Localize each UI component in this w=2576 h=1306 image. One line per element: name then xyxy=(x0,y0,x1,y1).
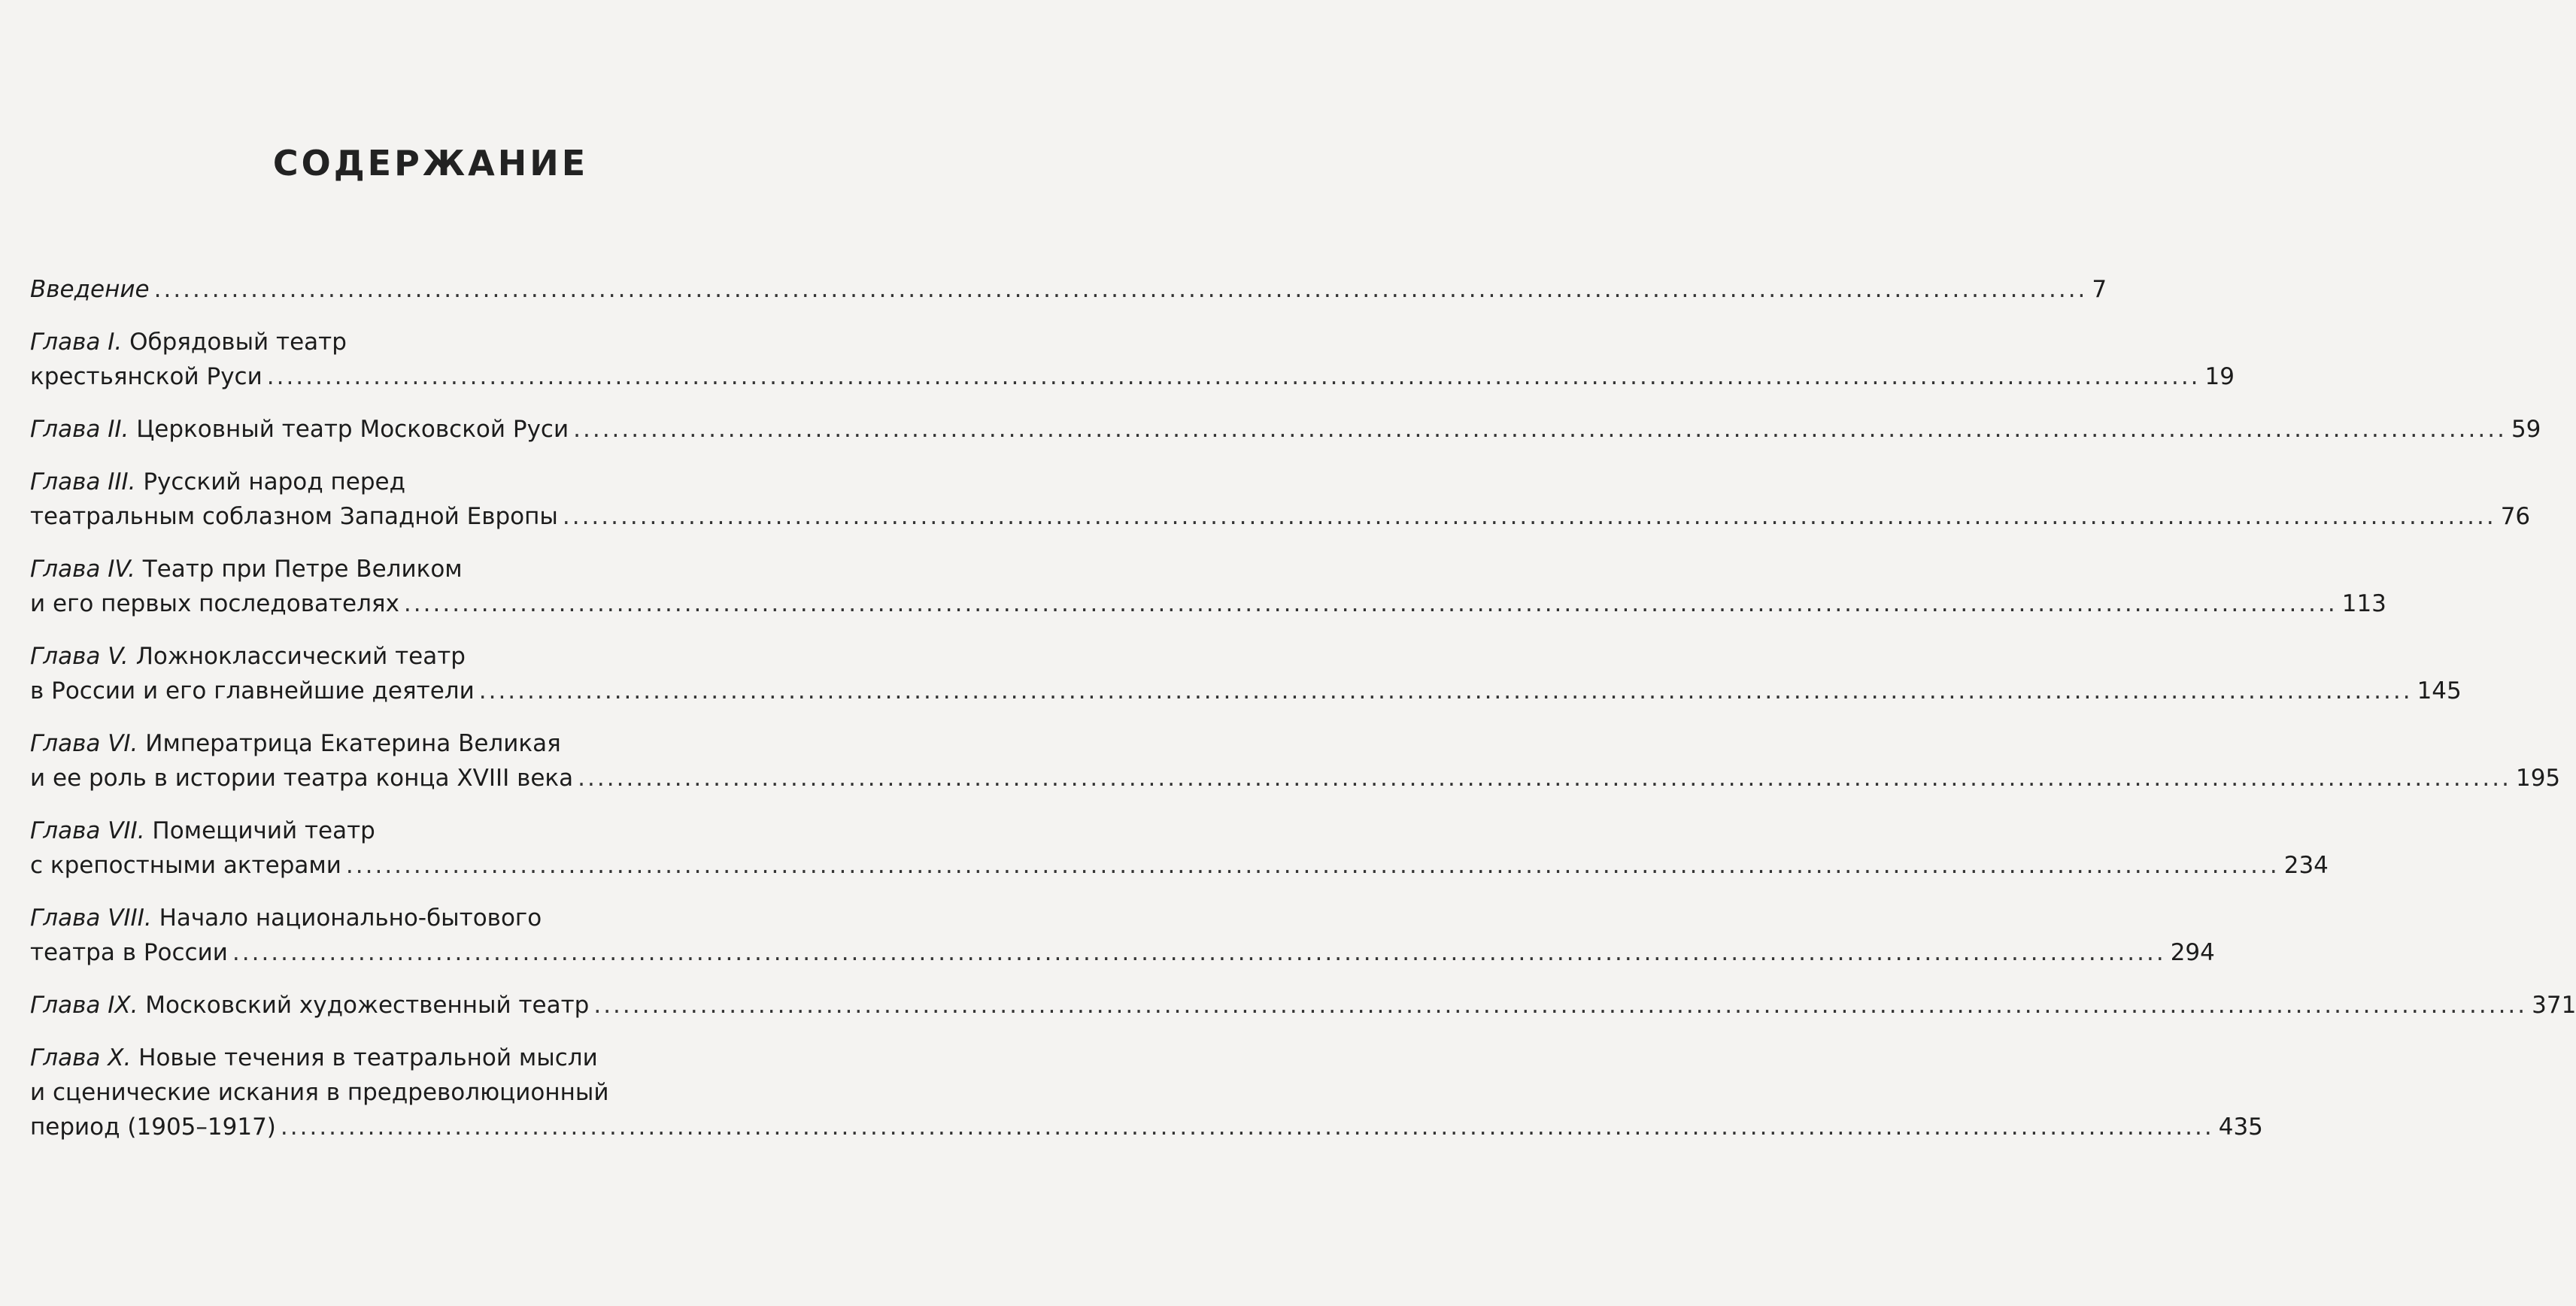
toc-entry-line xyxy=(30,552,775,586)
page-number: 7 xyxy=(2092,276,2107,303)
chapter-title-line: Помещичий театр xyxy=(152,817,375,844)
dot-leader: ........................................................................................................................................................................................................ xyxy=(478,677,2413,705)
toc-entry-last-line xyxy=(30,272,2107,307)
toc-entry-line xyxy=(30,726,775,761)
toc-entry-line xyxy=(30,814,775,848)
chapter-title-line: и его первых последователях xyxy=(30,590,399,617)
toc-entry-text xyxy=(30,272,150,307)
page-number: 294 xyxy=(2170,939,2215,966)
toc-entry-text xyxy=(30,817,375,844)
chapter-title-line: Новые течения в театральной мысли xyxy=(138,1044,598,1071)
toc-entry-text xyxy=(30,586,399,621)
toc-entry xyxy=(30,901,2215,970)
chapter-label: Введение xyxy=(30,276,150,303)
toc-entry-line xyxy=(30,465,775,499)
toc-entry-last-line xyxy=(30,586,2386,621)
dot-leader: ........................................................................................................................................................................................................ xyxy=(403,590,2338,617)
chapter-title-line: театра в России xyxy=(30,939,228,966)
chapter-label: Глава VII. xyxy=(30,817,145,844)
toc-entry xyxy=(30,465,2531,534)
toc-entry xyxy=(30,272,2107,307)
chapter-title-line: Церковный театр Московской Руси xyxy=(136,416,569,443)
toc-entry-last-line xyxy=(30,761,2561,795)
chapter-label: Глава IV. xyxy=(30,556,135,583)
toc-entry-line xyxy=(30,901,775,935)
page-number: 76 xyxy=(2500,503,2531,530)
toc-entry xyxy=(30,412,2541,447)
toc-entry-text xyxy=(30,730,561,757)
chapter-title-line: театральным соблазном Западной Европы xyxy=(30,503,558,530)
toc-entry-last-line xyxy=(30,499,2531,534)
dot-leader: ........................................................................................................................................................................................................ xyxy=(266,363,2201,390)
toc-entry xyxy=(30,988,2576,1023)
toc-entry-text xyxy=(30,905,542,932)
toc-entry-text xyxy=(30,848,341,883)
chapter-title-line: Императрица Екатерина Великая xyxy=(145,730,561,757)
chapter-label: Глава V. xyxy=(30,643,129,670)
chapter-title-line: и сценические искания в предреволюционный xyxy=(30,1079,609,1106)
chapter-title-line: Русский народ перед xyxy=(143,468,406,495)
toc-entry-text xyxy=(30,643,466,670)
toc-entry xyxy=(30,1041,2263,1144)
chapter-title-line: Театр при Петре Великом xyxy=(142,556,463,583)
chapter-label: Глава I. xyxy=(30,329,123,356)
toc-entry-text xyxy=(30,988,589,1023)
toc-entry-line xyxy=(30,1075,775,1110)
table-of-contents xyxy=(30,272,2576,1162)
chapter-title-line: Московский художественный театр xyxy=(145,992,590,1019)
dot-leader: ........................................................................................................................................................................................................ xyxy=(345,852,2280,879)
dot-leader: ........................................................................................................................................................................................................ xyxy=(153,276,2088,303)
toc-entry-text xyxy=(30,935,228,970)
toc-entry-last-line xyxy=(30,412,2541,447)
toc-entry-last-line xyxy=(30,359,2235,394)
dot-leader: ........................................................................................................................................................................................................ xyxy=(578,765,2511,792)
page-number: 195 xyxy=(2515,765,2561,792)
toc-entry-text xyxy=(30,556,463,583)
chapter-label: Глава III. xyxy=(30,468,136,495)
toc-entry-text xyxy=(30,674,475,708)
page-number: 371 xyxy=(2532,992,2576,1019)
chapter-title-line: с крепостными актерами xyxy=(30,852,341,879)
chapter-title-line: и ее роль в истории театра конца XVIII века xyxy=(30,765,574,792)
toc-entry-last-line xyxy=(30,988,2576,1023)
toc-entry-text xyxy=(30,359,262,394)
page-number: 435 xyxy=(2218,1114,2263,1141)
dot-leader: ........................................................................................................................................................................................................ xyxy=(593,992,2528,1019)
chapter-label: Глава X. xyxy=(30,1044,132,1071)
toc-entry-text xyxy=(30,499,558,534)
toc-entry-line xyxy=(30,1041,775,1075)
toc-entry-text xyxy=(30,468,405,495)
chapter-label: Глава IX. xyxy=(30,992,138,1019)
toc-entry-text xyxy=(30,1110,276,1144)
chapter-label: Глава VI. xyxy=(30,730,138,757)
chapter-title-line: крестьянской Руси xyxy=(30,363,262,390)
page-number: 113 xyxy=(2341,590,2386,617)
chapter-label: Глава II. xyxy=(30,416,129,443)
chapter-title-line: в России и его главнейшие деятели xyxy=(30,677,475,705)
toc-entry xyxy=(30,814,2329,883)
dot-leader: ........................................................................................................................................................................................................ xyxy=(573,416,2507,443)
dot-leader: ........................................................................................................................................................................................................ xyxy=(232,939,2166,966)
toc-entry-line xyxy=(30,639,775,674)
chapter-title-line: Обрядовый театр xyxy=(129,329,347,356)
chapter-title-line: период (1905–1917) xyxy=(30,1114,276,1141)
toc-entry-line xyxy=(30,325,775,359)
page-number: 59 xyxy=(2511,416,2541,443)
toc-entry-text xyxy=(30,761,573,795)
toc-entry-text xyxy=(30,412,569,447)
toc-entry-last-line xyxy=(30,848,2329,883)
page-title: СОДЕРЖАНИЕ xyxy=(272,143,589,183)
toc-entry-last-line xyxy=(30,674,2462,708)
dot-leader: ........................................................................................................................................................................................................ xyxy=(280,1114,2214,1141)
chapter-title-line: Ложноклассический театр xyxy=(135,643,466,670)
toc-entry xyxy=(30,552,2386,621)
dot-leader: ........................................................................................................................................................................................................ xyxy=(562,503,2496,530)
chapter-title-line: Начало национально-бытового xyxy=(159,905,542,932)
chapter-label: Глава VIII. xyxy=(30,905,152,932)
toc-entry xyxy=(30,639,2462,708)
page-number: 234 xyxy=(2283,852,2329,879)
toc-entry-last-line xyxy=(30,935,2215,970)
toc-entry xyxy=(30,325,2235,394)
toc-entry-last-line xyxy=(30,1110,2263,1144)
page-number: 145 xyxy=(2417,677,2462,705)
toc-entry-text xyxy=(30,329,347,356)
toc-entry xyxy=(30,726,2561,795)
toc-entry-text xyxy=(30,1044,598,1071)
toc-entry-text xyxy=(30,1079,609,1106)
page-number: 19 xyxy=(2204,363,2235,390)
